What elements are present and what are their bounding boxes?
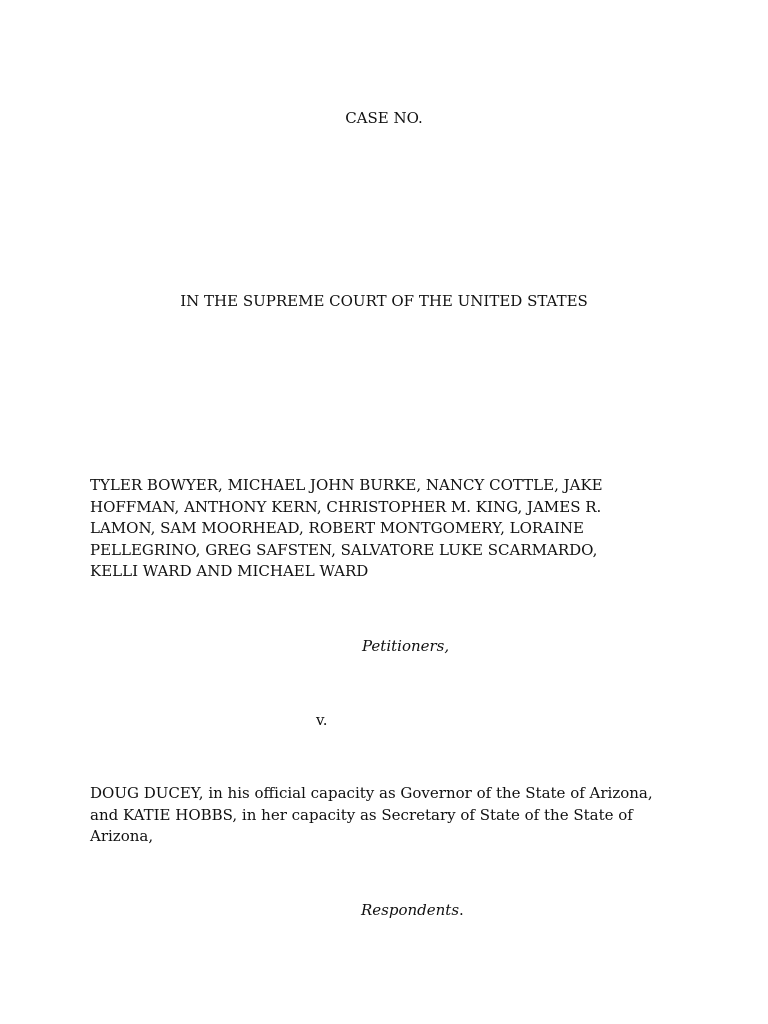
versus-label: v. <box>316 711 328 729</box>
respondents-line: DOUG DUCEY, in his official capacity as Governor of the State of Arizona, <box>90 784 653 802</box>
respondents-label <box>361 900 464 922</box>
court-name-heading: IN THE SUPREME COURT OF THE UNITED STATES <box>180 292 588 310</box>
petitioners-line: LAMON, SAM MOORHEAD, ROBERT MONTGOMERY, LORAINE <box>90 519 584 537</box>
petitioners-line: TYLER BOWYER, MICHAEL JOHN BURKE, NANCY COTTLE, JAKE <box>90 476 603 494</box>
petitioners-names <box>90 475 690 583</box>
respondents-label-text: Respondents <box>361 901 460 919</box>
petitioners-line: KELLI WARD AND MICHAEL WARD <box>90 562 369 580</box>
petitioners-label: Petitioners, <box>362 637 450 655</box>
respondents-line: Arizona, <box>90 827 154 845</box>
respondents-line: and KATIE HOBBS, in her capacity as Secretary of State of the State of <box>90 805 633 824</box>
respondents-label-punctuation: . <box>459 901 464 919</box>
respondents-names <box>90 783 710 848</box>
petitioners-line: PELLEGRINO, GREG SAFSTEN, SALVATORE LUKE SCARMARDO, <box>90 540 598 559</box>
case-number-label: CASE NO. <box>345 109 423 127</box>
petitioners-line: HOFFMAN, ANTHONY KERN, CHRISTOPHER M. KING, JAMES R. <box>90 497 602 516</box>
